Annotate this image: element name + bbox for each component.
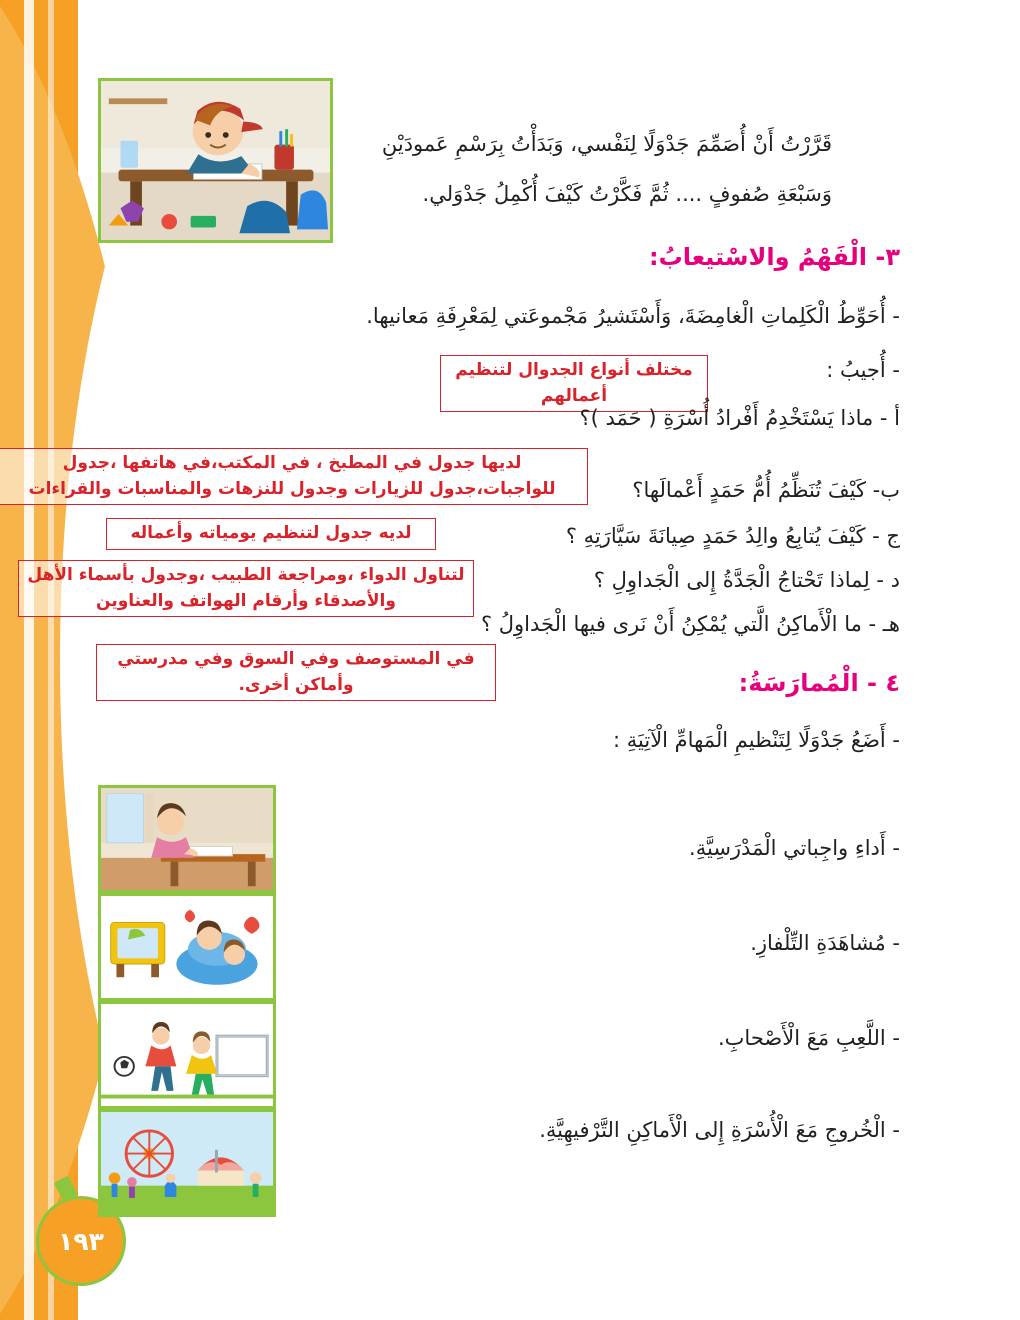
children-watching-tv-illustration bbox=[98, 893, 276, 1001]
section-4-heading: ٤ - الْمُمارَسَةُ: bbox=[738, 669, 900, 697]
question-b: ب- كَيْفَ تُنَظِّمُ أُمُّ حَمَدٍ أَعْمالَها؟ bbox=[632, 478, 900, 502]
band-stripe-1 bbox=[24, 0, 34, 1320]
question-d: د - لِماذا تَحْتاجُ الْجَدَّةُ إِلى الْجَداوِلِ ؟ bbox=[593, 568, 900, 592]
answer-question-c: لديه جدول لتنظيم يومياته وأعماله bbox=[106, 518, 436, 550]
task-item-4: - الْخُروجِ مَعَ الْأُسْرَةِ إِلى الْأَماكِنِ التَّرْفيهِيَّةِ. bbox=[539, 1118, 900, 1142]
section-3-bullet-2-label: - أُجيبُ : bbox=[826, 358, 900, 382]
section-3-heading: ٣- الْفَهْمُ والاسْتيعابُ: bbox=[649, 243, 900, 271]
page-number-badge: ١٩٣ bbox=[36, 1196, 126, 1286]
task-item-1: - أَداءِ واجِباتي الْمَدْرَسِيَّةِ. bbox=[689, 836, 900, 860]
answer-question-e: في المستوصف وفي السوق وفي مدرستي وأماكن أخرى. bbox=[96, 644, 496, 701]
task-item-2: - مُشاهَدَةِ التِّلْفازِ. bbox=[750, 931, 900, 955]
family-amusement-park-illustration bbox=[98, 1109, 276, 1217]
boy-drawing-table-illustration bbox=[98, 78, 333, 243]
children-playing-illustration bbox=[98, 1001, 276, 1109]
intro-line-2: وَسَبْعَةِ صُفوفٍ .... ثُمَّ فَكَّرْتُ كَيْفَ أُكْمِلُ جَدْوَلي. bbox=[422, 182, 832, 206]
band-stripe-2 bbox=[48, 0, 54, 1320]
girl-homework-illustration bbox=[98, 785, 276, 893]
question-a: أ - ماذا يَسْتَخْدِمُ أَفْرادُ أُسْرَةِ ( حَمَد )؟ bbox=[579, 406, 900, 430]
answer-general: مختلف أنواع الجدوال لتنظيم أعمالهم bbox=[440, 355, 708, 412]
task-item-3: - اللَّعِبِ مَعَ الْأَصْحابِ. bbox=[717, 1026, 900, 1050]
answer-question-b: لديها جدول في المطبخ ، في المكتب،في هاتفها ،جدول للواجبات،جدول للزيارات وجدول للنزهات والمناسبات والقراءات bbox=[0, 448, 588, 505]
section-3-bullet-1: - أُحَوِّطُ الْكَلِماتِ الْغامِضَةَ، وَأَسْتَشيرُ مَجْموعَتي لِمَعْرِفَةِ مَعانيها. bbox=[366, 304, 900, 328]
question-e: هـ - ما الْأَماكِنُ الَّتي يُمْكِنُ أَنْ نَرى فيها الْجَداوِلُ ؟ bbox=[480, 612, 900, 636]
section-4-instruction: - أَضَعُ جَدْوَلًا لِتَنْظيمِ الْمَهامِّ الْآتِيَةِ : bbox=[613, 728, 900, 752]
intro-line-1: قَرَّرْتُ أَنْ أُصَمِّمَ جَدْوَلًا لِنَفْسي، وَبَدَأْتُ بِرَسْمِ عَمودَيْنِ bbox=[381, 132, 832, 156]
answer-question-d: لتناول الدواء ،ومراجعة الطبيب ،وجدول بأسماء الأهل والأصدقاء وأرقام الهواتف والعناوين bbox=[18, 560, 474, 617]
question-c: ج - كَيْفَ يُتابِعُ والِدُ حَمَدٍ صِيانَةَ سَيَّارَتِهِ ؟ bbox=[565, 524, 900, 548]
